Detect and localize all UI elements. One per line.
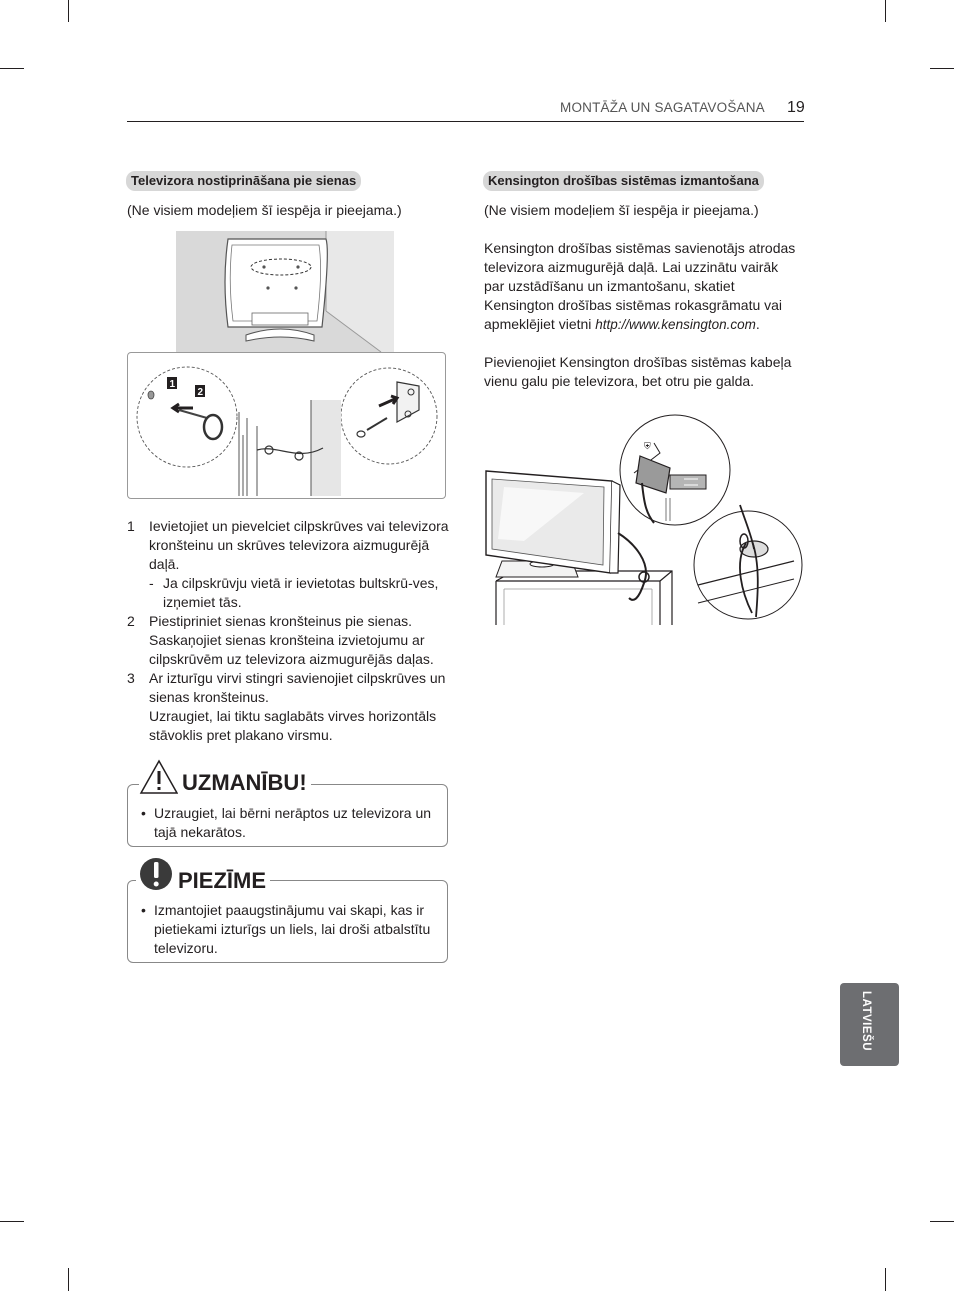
step-number: 2 bbox=[127, 613, 135, 629]
caution-title: UZMANĪBU! bbox=[178, 770, 311, 796]
step-text: Piestipriniet sienas kronšteinus pie sienas. Saskaņojiet sienas kronšteina izvietojumu ar cilpskrūvēm uz televizora aizmugurējās daļas. bbox=[149, 613, 434, 667]
page-number: 19 bbox=[787, 99, 805, 116]
list-item bbox=[127, 669, 457, 707]
crop-mark bbox=[885, 1268, 886, 1291]
bullet-mark: • bbox=[141, 805, 146, 821]
warning-triangle-icon bbox=[139, 759, 179, 795]
paragraph-text: Kensington drošības sistēmas savienotājs atrodas televizora aizmugurējā daļā. Lai uzzinātu vairāk par uzstādīšanu un izmantošanu, skatiet Kensington drošības sistēmas rokasgrāmatu vai apmeklējiet vietni bbox=[484, 240, 796, 332]
list-item bbox=[127, 707, 457, 745]
crop-mark bbox=[0, 1221, 24, 1222]
step-text: Ievietojiet un pievelciet cilpskrūves vai televizora kronšteinu un skrūves televizora aizmugurējā daļā. bbox=[149, 518, 449, 572]
kensington-lock-illustration bbox=[484, 413, 804, 628]
list-item bbox=[127, 612, 457, 669]
step-number: 1 bbox=[127, 518, 135, 534]
step-label-2: 2 bbox=[197, 387, 204, 398]
note-title: PIEZĪME bbox=[174, 868, 270, 894]
crop-mark bbox=[0, 68, 24, 69]
note-bullet bbox=[141, 901, 450, 958]
wall-bracket-illustration bbox=[127, 352, 445, 498]
note-text: Izmantojiet paaugstinājumu vai skapi, kas ir pietiekami izturīgs un liels, lai droši atbalstītu televizoru. bbox=[154, 902, 431, 956]
exclamation-circle-icon bbox=[136, 856, 176, 894]
kensington-heading: Kensington drošības sistēmas izmantošana bbox=[483, 171, 764, 191]
list-item bbox=[127, 517, 457, 574]
header-rule bbox=[127, 121, 804, 122]
step-text: Ja cilpskrūvju vietā ir ievietotas bultskrū-ves, izņemiet tās. bbox=[163, 575, 439, 610]
kensington-availability: (Ne visiem modeļiem šī iespēja ir pieejama.) bbox=[484, 202, 759, 218]
paragraph-period: . bbox=[755, 316, 760, 332]
crop-mark bbox=[885, 0, 886, 22]
step-text: Uzraugiet, lai tiktu saglabāts virves horizontāls stāvoklis pret plakano virsmu. bbox=[149, 708, 437, 743]
crop-mark bbox=[68, 1268, 69, 1291]
tv-back-illustration bbox=[176, 231, 394, 352]
step-label-1: 1 bbox=[169, 379, 176, 390]
wall-mount-heading: Televizora nostiprināšana pie sienas bbox=[126, 171, 361, 191]
language-side-tab bbox=[840, 983, 899, 1066]
bullet-mark: • bbox=[141, 902, 146, 918]
list-item bbox=[127, 574, 457, 612]
kensington-paragraph-2: Pievienojiet Kensington drošības sistēmas kabeļa vienu galu pie televizora, bet otru pie galda. bbox=[484, 354, 792, 389]
caution-text: Uzraugiet, lai bērni nerāptos uz televizora un tajā nekarātos. bbox=[154, 805, 432, 840]
kensington-paragraph-1 bbox=[484, 239, 800, 334]
step-number: 3 bbox=[127, 670, 135, 686]
crop-mark bbox=[68, 0, 69, 22]
crop-mark bbox=[930, 68, 954, 69]
kensington-url: http://www.kensington.com bbox=[595, 317, 756, 332]
caution-bullet bbox=[141, 804, 444, 842]
wall-mount-availability: (Ne visiem modeļiem šī iespēja ir pieejama.) bbox=[127, 202, 402, 218]
steps-list bbox=[127, 517, 457, 745]
crop-mark bbox=[930, 1221, 954, 1222]
step-text: Ar izturīgu virvi stingri savienojiet cilpskrūves un sienas kronšteinus. bbox=[149, 670, 446, 705]
running-header: MONTĀŽA UN SAGATAVOŠANA bbox=[560, 100, 765, 115]
language-tab-label: LATVIEŠU bbox=[860, 991, 872, 1052]
sub-dash: - bbox=[149, 575, 154, 591]
svg-text:⛨: ⛨ bbox=[644, 442, 651, 452]
